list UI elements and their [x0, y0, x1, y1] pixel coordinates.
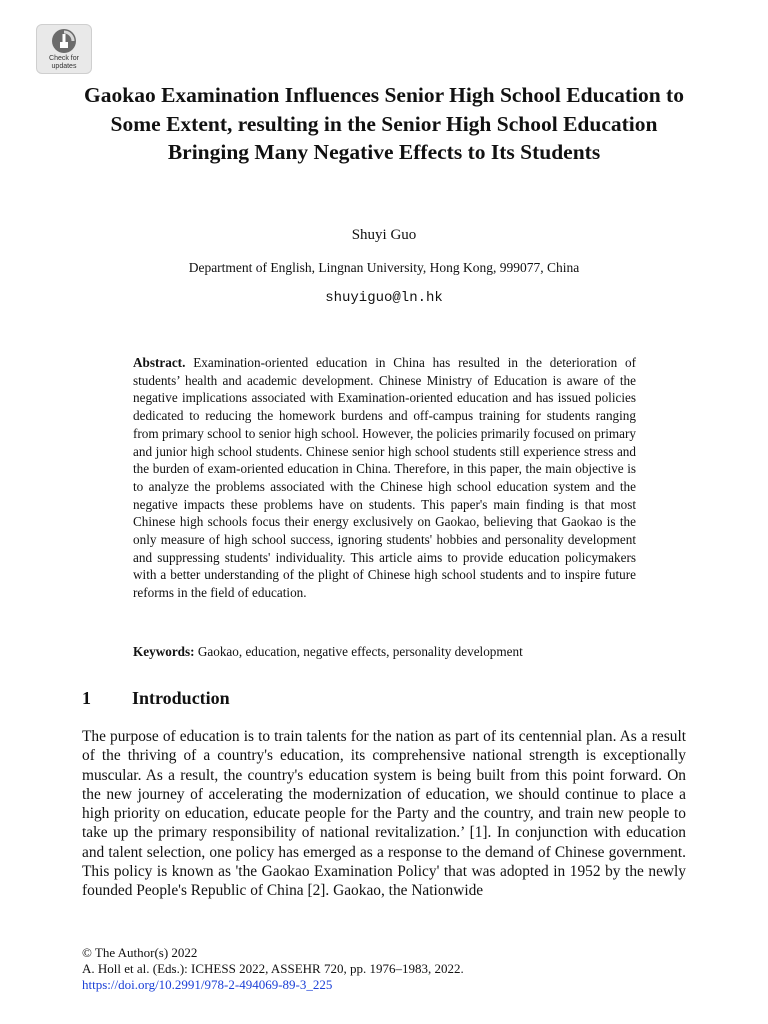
page-footer	[82, 945, 464, 993]
author-name: Shuyi Guo	[351, 227, 417, 243]
paper-title: Gaokao Examination Influences Senior High School Education to Some Extent, resulting in the Senior High School Education Bringing Many Negative Effects to Its Students	[84, 83, 684, 164]
doi-link[interactable]: https://doi.org/10.2991/978-2-494069-89-3_225	[82, 977, 333, 992]
check-for-updates-badge[interactable]	[36, 24, 92, 74]
keywords-label: Keywords:	[133, 644, 195, 659]
abstract-label: Abstract.	[133, 355, 186, 370]
copyright-line: © The Author(s) 2022	[82, 945, 198, 960]
keywords-text: Gaokao, education, negative effects, personality development	[197, 644, 523, 659]
section-number: 1	[82, 688, 91, 708]
author-affiliation: Department of English, Lingnan University, Hong Kong, 999077, China	[188, 260, 580, 275]
keywords	[133, 643, 636, 660]
section-title: Introduction	[132, 688, 230, 708]
badge-label-line2: updates	[51, 63, 77, 70]
badge-label-line1: Check for	[49, 55, 79, 62]
section-heading	[82, 688, 230, 709]
abstract	[133, 354, 636, 602]
check-for-updates-icon	[50, 28, 78, 54]
abstract-text: Examination-oriented education in China has resulted in the deterioration of students’ health and academic development. Chinese Ministry of Education is aware of the negative implications associated with Examination-oriented education and has issued policies dedicated to reducing the homework burdens and off-campus training for students ranging from primary school to senior high school. However, the policies primarily focused on primary and junior high school students. Chinese senior high school students still experience stress and the burden of exam-oriented education in China. Therefore, in this paper, the main objective is to analyze the problems associated with the Chinese high school education system and the negative impacts these problems have on students. This paper's main finding is that most Chinese high schools focus their energy exclusively on Gaokao, believing that Gaokao is the only measure of high school success, ignoring students' hobbies and personality development and suppressing students' individuality. This article aims to provide education policymakers with a better understanding of the plight of Chinese high school students and to inspire future reforms in the field of education.	[133, 355, 636, 601]
introduction-paragraph: The purpose of education is to train talents for the nation as part of its centennial plan. As a result of the thriving of a country's education, its comprehensive national strength is exceptionally muscular. As a result, the country's education system is being built from this point forward. On the new journey of accelerating the modernization of education, we should continue to place a high priority on education, educate people for the Party and the country, and train new people to take up the primary responsibility of national revitalization.’ [1]. In conjunction with education and talent selection, one policy has emerged as a response to the demand of Chinese government. This policy is known as 'the Gaokao Examination Policy' that was adopted in 1952 by the newly founded People's Republic of China [2]. Gaokao, the Nationwide	[82, 728, 686, 900]
author-email[interactable]: shuyiguo@ln.hk	[325, 290, 443, 306]
badge-label	[37, 55, 91, 71]
citation-line: A. Holl et al. (Eds.): ICHESS 2022, ASSEHR 720, pp. 1976–1983, 2022.	[82, 961, 464, 976]
